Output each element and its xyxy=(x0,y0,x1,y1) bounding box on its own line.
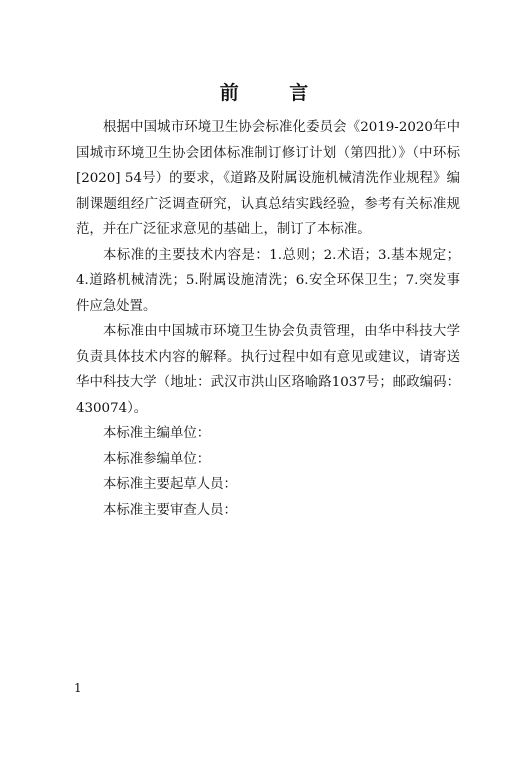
page-title: 前 言 xyxy=(219,82,331,104)
foreword-body xyxy=(76,115,460,523)
paragraph-basis: 根据中国城市环境卫生协会标准化委员会《2019-2020年中国城市环境卫生协会团体标准制订修订计划（第四批）》（中环标[2020] 54号）的要求，《道路及附属设施机械清洗作业规程》编制课题组经广泛调查研究，认真总结实践经验，参考有关标准规范，并在广泛征求意见的基础上，制订了本标准。 xyxy=(76,120,460,237)
chief-editor-unit-line: 本标准主编单位： xyxy=(103,426,211,441)
paragraph-management: 本标准由中国城市环境卫生协会负责管理，由华中科技大学负责具体技术内容的解释。执行过程中如有意见或建议，请寄送华中科技大学（地址：武汉市洪山区珞喻路1037号；邮政编码：430074）。 xyxy=(76,324,460,416)
main-drafters-line: 本标准主要起草人员： xyxy=(103,477,237,492)
main-reviewers-line: 本标准主要审查人员： xyxy=(103,502,237,518)
page-number: 1 xyxy=(74,681,82,695)
paragraph-contents: 本标准的主要技术内容是：1.总则；2.术语；3.基本规定；4.道路机械清洗；5.附属设施清洗；6.安全环保卫生；7.突发事件应急处置。 xyxy=(76,247,460,314)
participating-unit-line: 本标准参编单位： xyxy=(103,451,211,467)
